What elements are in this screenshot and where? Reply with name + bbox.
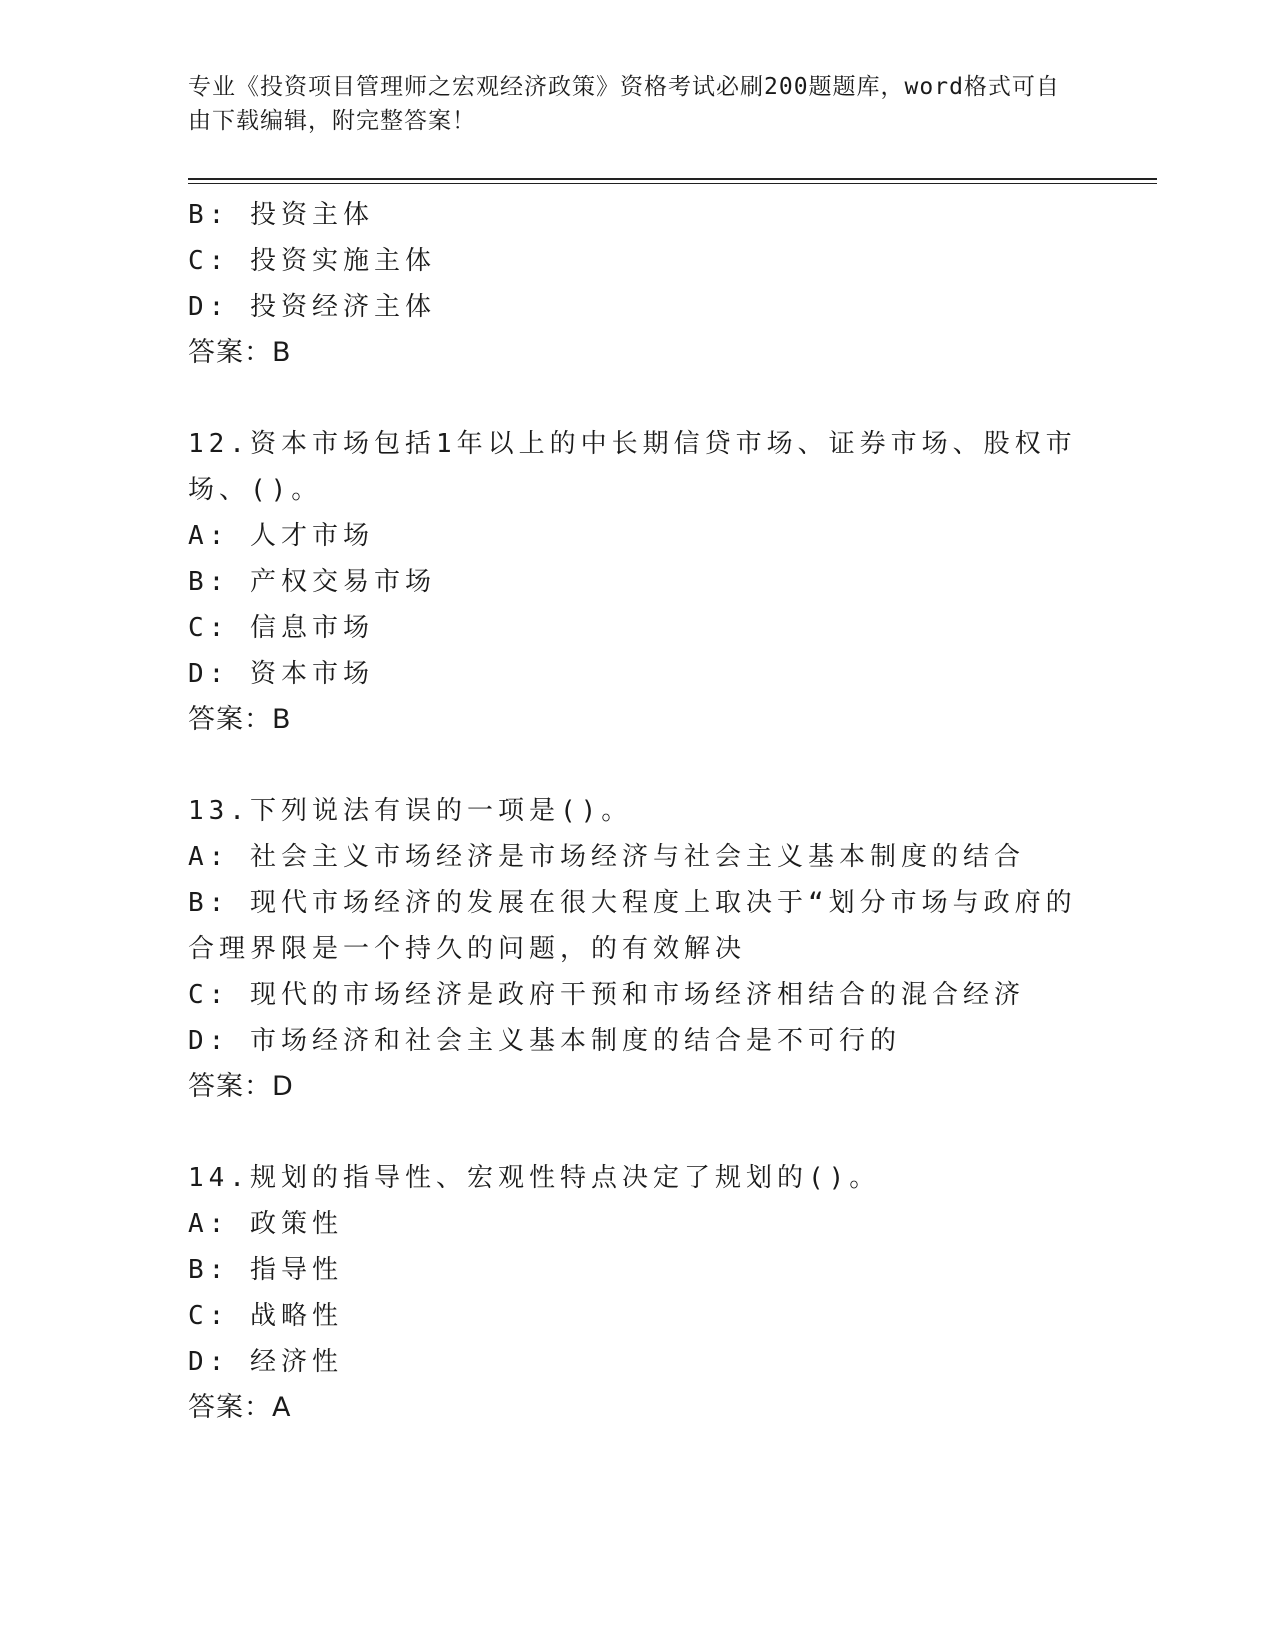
question-stem: 14.规划的指导性、宏观性特点决定了规划的()。 [188, 1163, 881, 1193]
option-b: B: 指导性 [188, 1255, 343, 1285]
question-stem: 13.下列说法有误的一项是()。 [188, 796, 633, 826]
option-a: A: 人才市场 [188, 521, 374, 551]
question-12 [188, 421, 1088, 743]
option-c: C: 现代的市场经济是政府干预和市场经济相结合的混合经济 [188, 980, 1025, 1010]
option-c: C: 信息市场 [188, 613, 374, 643]
answer-line: 答案：A [188, 1392, 292, 1423]
option-c: C: 投资实施主体 [188, 246, 436, 276]
option-b: B: 产权交易市场 [188, 567, 436, 597]
partial-question [188, 192, 1088, 376]
option-d: D: 投资经济主体 [188, 292, 436, 322]
answer-line: 答案：D [188, 1071, 294, 1102]
option-d: D: 市场经济和社会主义基本制度的结合是不可行的 [188, 1026, 901, 1056]
question-13 [188, 788, 1088, 1110]
header-divider-thin [188, 183, 1157, 184]
option-c: C: 战略性 [188, 1301, 343, 1331]
answer-line: 答案：B [188, 337, 292, 368]
option-b: B: 现代市场经济的发展在很大程度上取决于“划分市场与政府的合理界限是一个持久的问题，的有效解决 [188, 888, 1077, 964]
option-d: D: 资本市场 [188, 659, 374, 689]
question-14 [188, 1155, 1088, 1431]
option-a: A: 政策性 [188, 1209, 343, 1239]
question-stem: 12.资本市场包括1年以上的中长期信贷市场、证券市场、股权市场、()。 [188, 429, 1077, 505]
document-title: 专业《投资项目管理师之宏观经济政策》资格考试必刷200题题库，word格式可自由下载编辑，附完整答案！ [188, 74, 1060, 134]
option-d: D: 经济性 [188, 1347, 343, 1377]
option-b: B: 投资主体 [188, 200, 374, 230]
answer-line: 答案：B [188, 704, 292, 735]
document-body [188, 192, 1088, 1431]
header-divider [188, 178, 1157, 180]
option-a: A: 社会主义市场经济是市场经济与社会主义基本制度的结合 [188, 842, 1025, 872]
